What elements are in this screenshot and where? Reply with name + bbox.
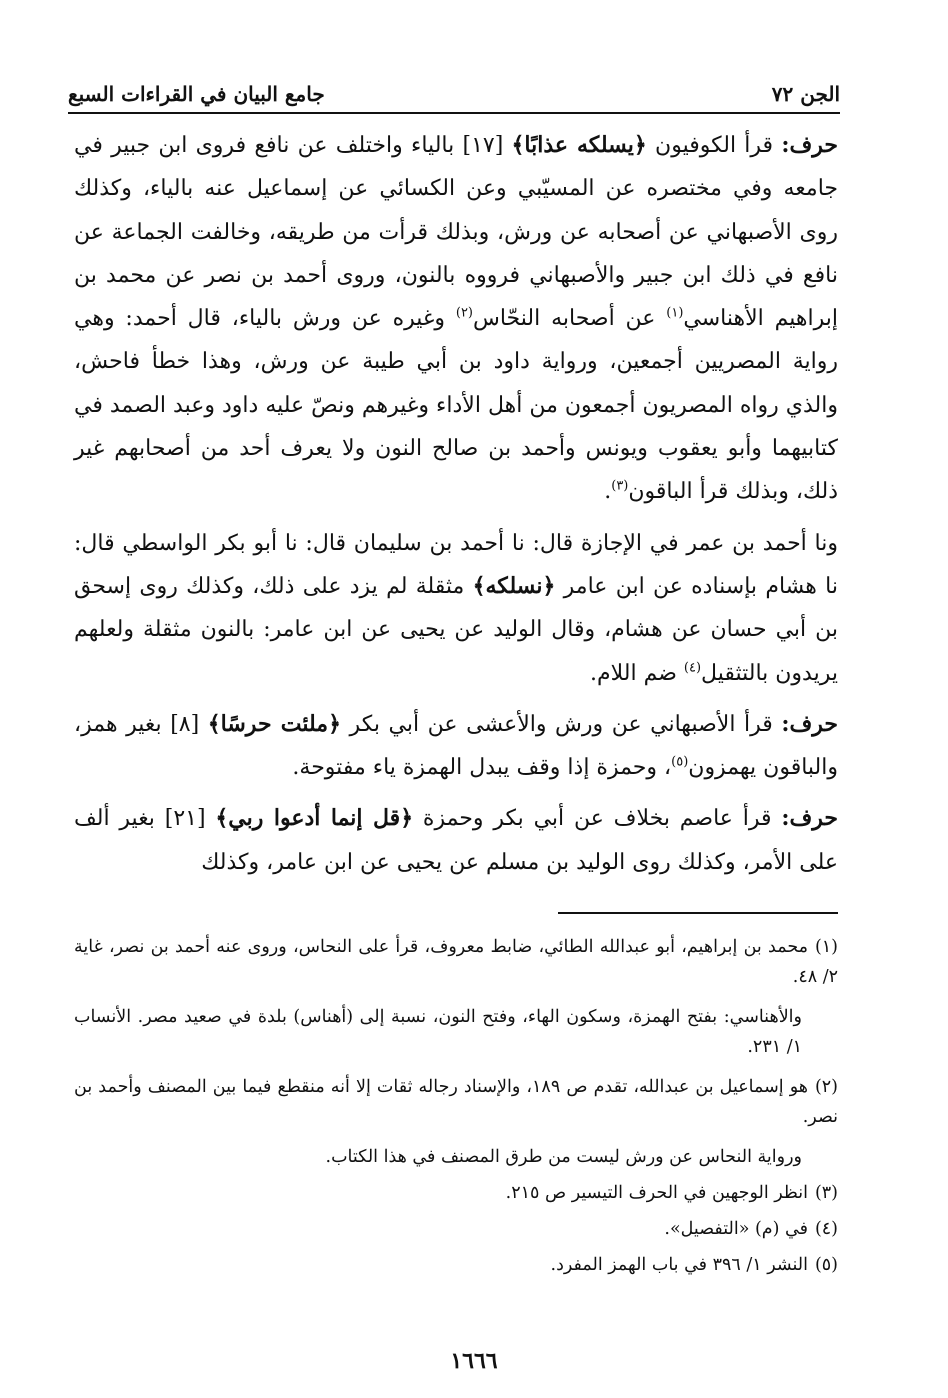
- quran-word: ﴿قل إنما أدعوا ربي﴾: [215, 805, 414, 832]
- header-rule: [68, 112, 840, 114]
- quran-word: ﴿يسلكه عذابًا﴾: [511, 132, 647, 158]
- footnote-3: (٣)انظر الوجهين في الحرف التيسير ص ٢١٥.: [505, 1183, 838, 1203]
- paragraph-3: حرف: قرأ الأصبهاني عن ورش والأعشى عن أبي بكر ﴿ملئت حرسًا﴾ [٨] بغير همز، والباقون يهمزون$^{(٥)}$، وحمزة إذا وقف يبدل الهمزة ياء مفتوحة.: [74, 710, 839, 781]
- main-text: [74, 124, 838, 892]
- paragraph-2: ونا أحمد بن عمر في الإجازة قال: نا أحمد بن سليمان قال: نا أبو بكر الواسطي قال: نا هشام بإسناده عن ابن عامر ﴿نسلكه﴾ مثقلة لم يزد على ذلك، وكذلك روى إسحق بن أبي حسان عن هشام، وقال الوليد عن يحيى عن ابن عامر: بالنون مثقلة ولعلهم يريدون بالتثقيل$^{(٤)}$ ضم اللام.: [74, 530, 838, 686]
- footnote-2: (٢)هو إسماعيل بن عبدالله، تقدم ص ١٨٩، والإسناد رجاله ثقات إلا أنه منقطع فيما بين المصنف وأحمد بن نصر.: [74, 1077, 838, 1127]
- footnote-1-continued: والأهناسي: بفتح الهمزة، وسكون الهاء، وفتح النون، نسبة إلى (أهناس) بلدة في صعيد مصر. الأنساب ١/ ٢٣١.: [74, 1007, 802, 1057]
- harf-label: حرف:: [781, 132, 838, 158]
- footnote-ref: (٤): [683, 660, 702, 676]
- footnote-ref: (١): [666, 305, 684, 321]
- footnote-5: (٥)النشر ١/ ٣٩٦ في باب الهمز المفرد.: [550, 1255, 838, 1275]
- running-header: [68, 74, 840, 106]
- footnote-ref: (٥): [671, 754, 689, 770]
- header-book-title: جامع البيان في القراءات السبع: [68, 82, 325, 106]
- harf-label: حرف:: [781, 805, 839, 832]
- harf-label: حرف:: [781, 710, 839, 737]
- quran-word: ﴿ملئت حرسًا﴾: [207, 710, 341, 737]
- paragraph-1: حرف: قرأ الكوفيون ﴿يسلكه عذابًا﴾ [١٧] بالياء واختلف عن نافع فروى ابن جبير في جامعه وفي مختصره عن المسيّبي وعن الكسائي عن إسماعيل عنه بالياء، وكذلك روى الأصبهاني عن أصحابه عن ورش، وبذلك قرأت من طريقه، وخالفت الجماعة عن نافع في ذلك ابن جبير والأصبهاني فرووه بالنون، وروى أحمد بن نصر عن محمد بن إبراهيم الأهناسي$^{(١)}$ عن أصحابه النحّاس$^{(٢)}$ وغيره عن ورش بالياء، قال أحمد: وهي رواية المصريين أجمعين، ورواية داود بن أبي طيبة عن ورش، وهذا خطأ فاحش، والذي رواه المصريون أجمعون من أهل الأداء وغيرهم ونصّ عليه داود وعبد الصمد في كتابيهما وأبو يعقوب ويونس وأحمد بن صالح النون ولا يعرف أحد من أصحابهم غير ذلك، وبذلك قرأ الباقون$^{(٣)}$.: [74, 132, 838, 505]
- paragraph-4: حرف: قرأ عاصم بخلاف عن أبي بكر وحمزة ﴿قل إنما أدعوا ربي﴾ [٢١] بغير ألف على الأمر، وكذلك روى الوليد بن مسلم عن يحيى عن ابن عامر، وكذلك: [74, 805, 839, 875]
- header-surah-page: الجن ٧٢: [771, 82, 840, 106]
- footnotes: [74, 932, 838, 1286]
- footnote-1: (١)محمد بن إبراهيم، أبو عبدالله الطائي، ضابط معروف، قرأ على النحاس، وروى عنه أحمد بن نصر، غاية ٢/ ٤٨.: [74, 937, 838, 987]
- footnote-ref: (٣): [611, 479, 629, 495]
- footnote-rule: [558, 912, 838, 914]
- page-number: ١٦٦٦: [450, 1348, 498, 1374]
- footnote-ref: (٢): [455, 305, 473, 321]
- footnote-2-continued: ورواية النحاس عن ورش ليست من طرق المصنف في هذا الكتاب.: [325, 1147, 802, 1167]
- footnote-4: (٤)في (م) «التفصيل».: [664, 1219, 838, 1239]
- quran-word: ﴿نسلكه﴾: [472, 572, 556, 599]
